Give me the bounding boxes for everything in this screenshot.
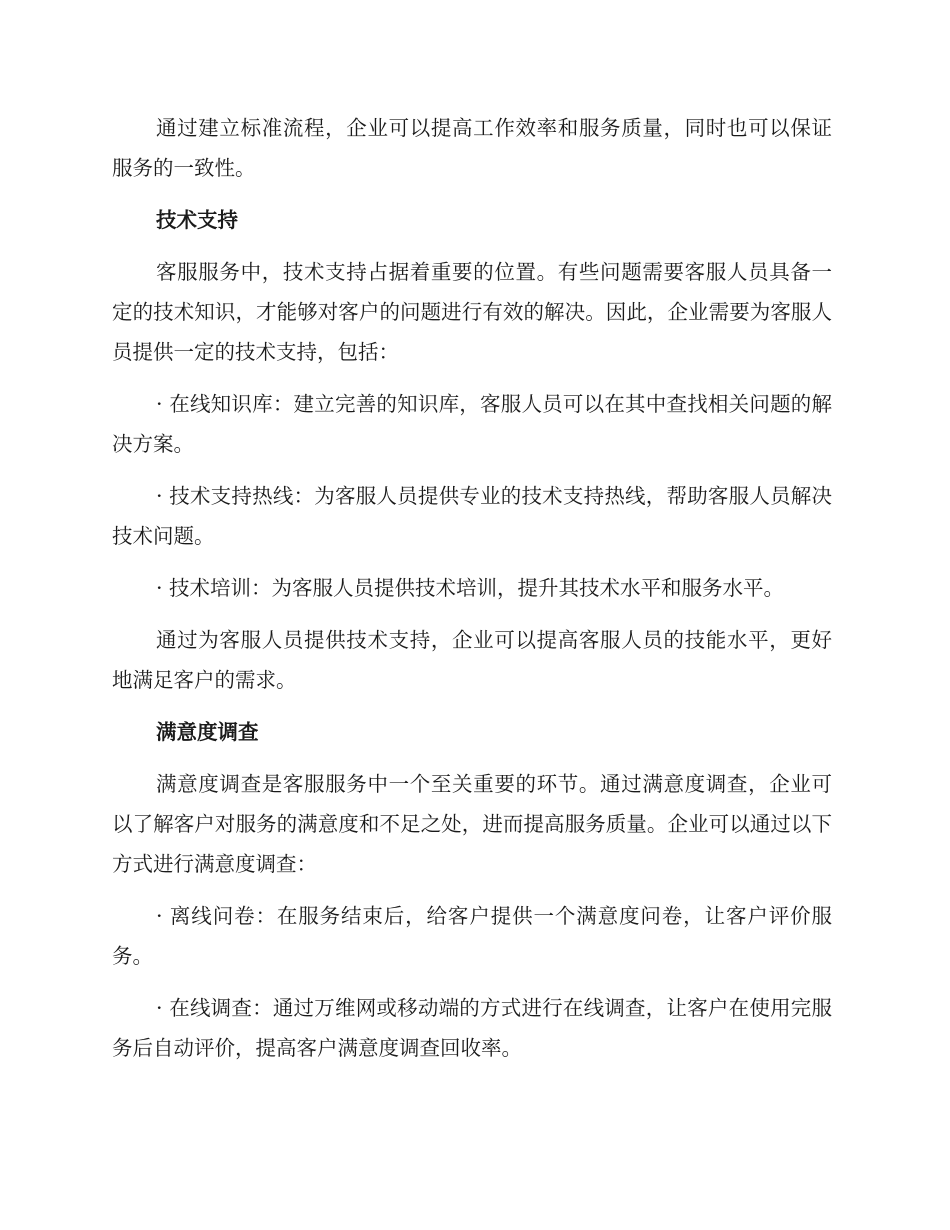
list-item-online-survey: · 在线调查：通过万维网或移动端的方式进行在线调查，让客户在使用完服务后自动评价，提高客户满意度调查回收率。 xyxy=(112,996,832,1060)
paragraph-tech-support-intro: 客服服务中，技术支持占据着重要的位置。有些问题需要客服人员具备一定的技术知识，才能够对客户的问题进行有效的解决。因此，企业需要为客服人员提供一定的技术支持，包括： xyxy=(112,260,832,364)
list-item-support-hotline: · 技术支持热线：为客服人员提供专业的技术支持热线，帮助客服人员解决技术问题。 xyxy=(112,484,832,548)
list-item-knowledge-base: · 在线知识库：建立完善的知识库，客服人员可以在其中查找相关问题的解决方案。 xyxy=(112,392,832,456)
list-item-offline-questionnaire: · 离线问卷：在服务结束后，给客户提供一个满意度问卷，让客户评价服务。 xyxy=(112,904,832,968)
paragraph-tech-support-summary: 通过为客服人员提供技术支持，企业可以提高客服人员的技能水平，更好地满足客户的需求。 xyxy=(112,628,832,692)
paragraph-survey-intro: 满意度调查是客服服务中一个至关重要的环节。通过满意度调查，企业可以了解客户对服务的满意度和不足之处，进而提高服务质量。企业可以通过以下方式进行满意度调查： xyxy=(112,772,832,876)
paragraph-standard-process: 通过建立标准流程，企业可以提高工作效率和服务质量，同时也可以保证服务的一致性。 xyxy=(112,116,832,180)
heading-tech-support: 技术支持 xyxy=(156,208,238,232)
heading-satisfaction-survey: 满意度调查 xyxy=(156,720,259,744)
list-item-tech-training: · 技术培训：为客服人员提供技术培训，提升其技术水平和服务水平。 xyxy=(156,576,785,600)
